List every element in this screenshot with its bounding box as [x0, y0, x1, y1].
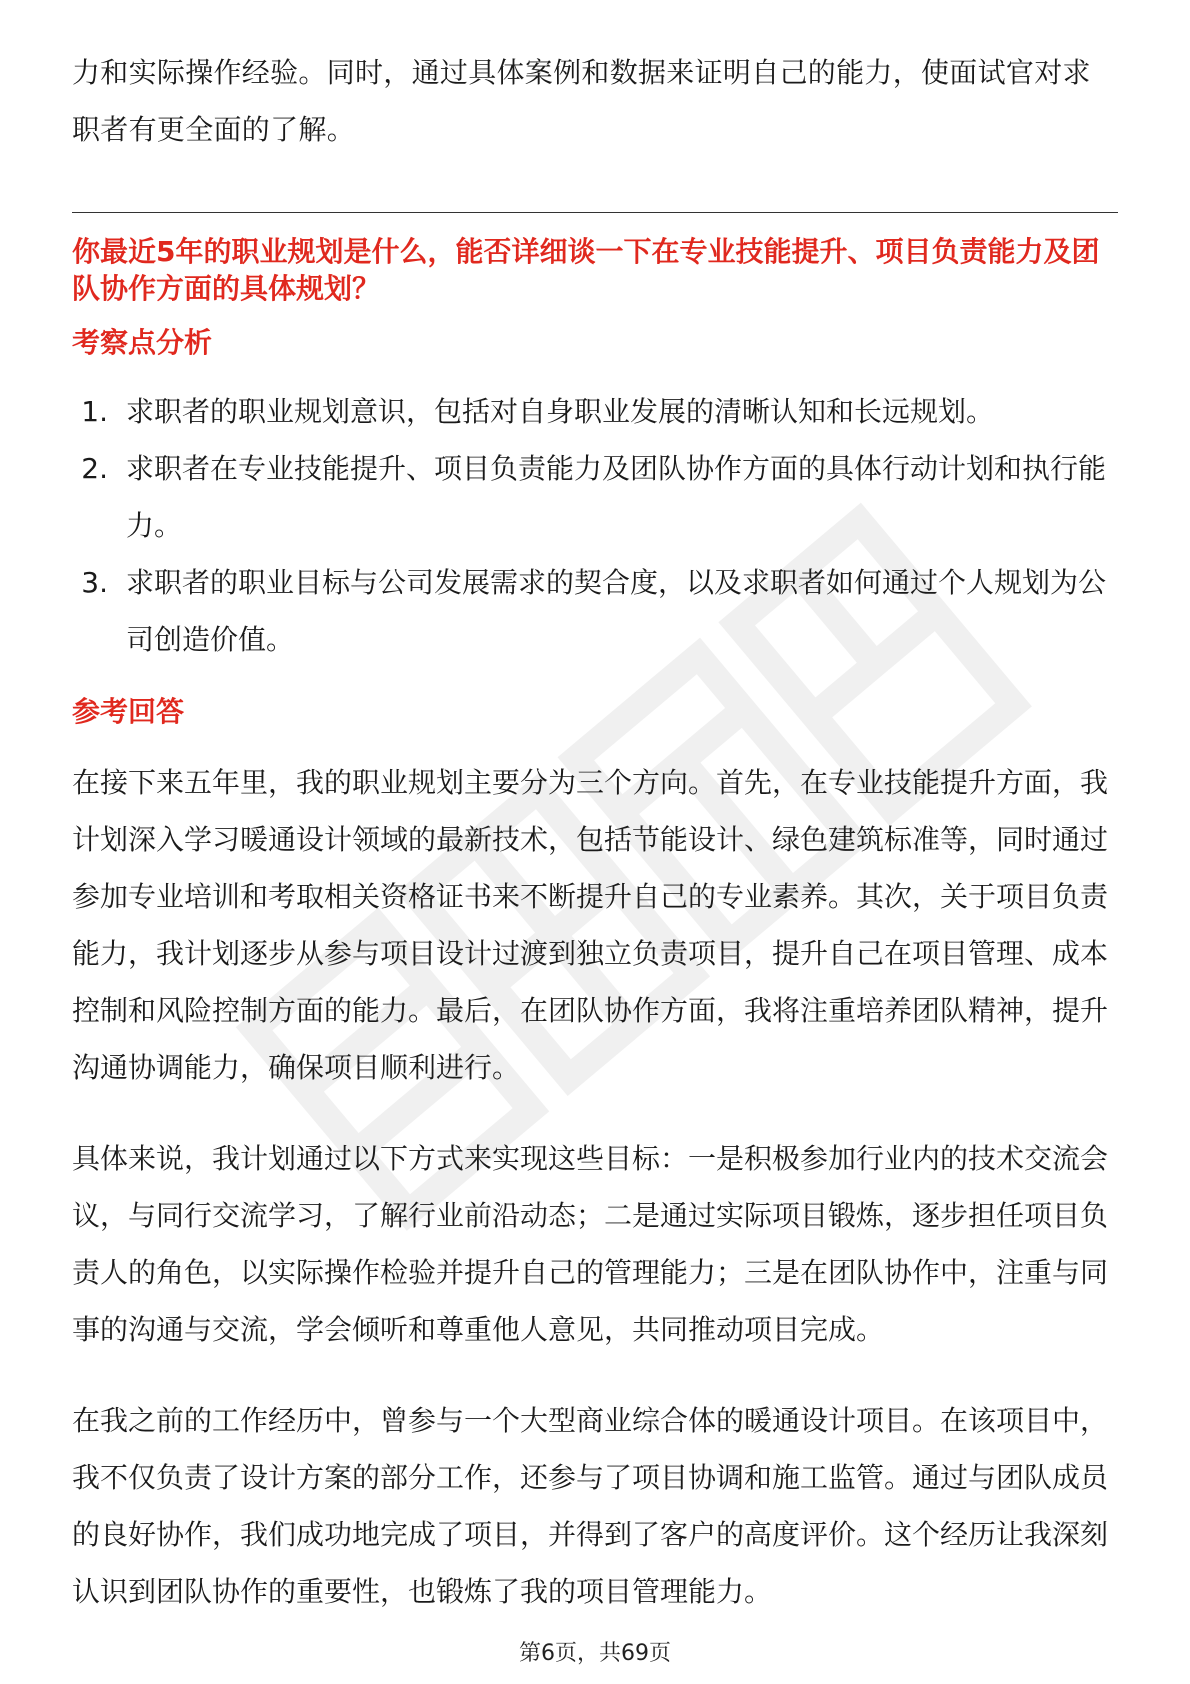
question-title: 你最近5年的职业规划是什么，能否详细谈一下在专业技能提升、项目负责能力及团队协作方面的具体规划？ — [72, 235, 1100, 305]
answer-paragraph: 在接下来五年里，我的职业规划主要分为三个方向。首先，在专业技能提升方面，我计划深入学习暖通设计领域的最新技术，包括节能设计、绿色建筑标准等，同时通过参加专业培训和考取相关资格证书来不断提升自己的专业素养。其次，关于项目负责能力，我计划逐步从参与项目设计过渡到独立负责项目，提升自己在项目管理、成本控制和风险控制方面的能力。最后，在团队协作方面，我将注重培养团队精神，提升沟通协调能力，确保项目顺利进行。 — [72, 766, 1109, 1084]
list-item-text: 求职者的职业规划意识，包括对自身职业发展的清晰认知和长远规划。 — [126, 395, 995, 428]
list-item-text: 求职者在专业技能提升、项目负责能力及团队协作方面的具体行动计划和执行能力。 — [126, 452, 1107, 542]
list-item-number: 1. — [81, 395, 108, 428]
list-item-number: 2. — [81, 452, 108, 485]
answer-paragraph: 具体来说，我计划通过以下方式来实现这些目标：一是积极参加行业内的技术交流会议，与同行交流学习，了解行业前沿动态；二是通过实际项目锻炼，逐步担任项目负责人的角色，以实际操作检验并提升自己的管理能力；三是在团队协作中，注重与同事的沟通与交流，学会倾听和尊重他人意见，共同推动项目完成。 — [72, 1142, 1109, 1346]
page-content — [72, 44, 1118, 1620]
list-item — [72, 383, 1118, 440]
reference-answer — [72, 754, 1118, 1620]
analysis-heading: 考察点分析 — [72, 326, 213, 359]
analysis-list — [72, 383, 1118, 668]
answer-paragraph: 在我之前的工作经历中，曾参与一个大型商业综合体的暖通设计项目。在该项目中，我不仅负责了设计方案的部分工作，还参与了项目协调和施工监管。通过与团队成员的良好协作，我们成功地完成了项目，并得到了客户的高度评价。这个经历让我深刻认识到团队协作的重要性，也锻炼了我的项目管理能力。 — [72, 1404, 1109, 1608]
section-divider — [72, 212, 1118, 213]
page-number-footer: 第6页，共69页 — [519, 1641, 671, 1666]
list-item — [72, 440, 1118, 554]
list-item-text: 求职者的职业目标与公司发展需求的契合度，以及求职者如何通过个人规划为公司创造价值。 — [126, 566, 1107, 656]
list-item — [72, 554, 1118, 668]
reference-heading: 参考回答 — [72, 695, 185, 728]
list-item-number: 3. — [81, 566, 108, 599]
intro-paragraph: 力和实际操作经验。同时，通过具体案例和数据来证明自己的能力，使面试官对求职者有更全面的了解。 — [72, 56, 1091, 146]
